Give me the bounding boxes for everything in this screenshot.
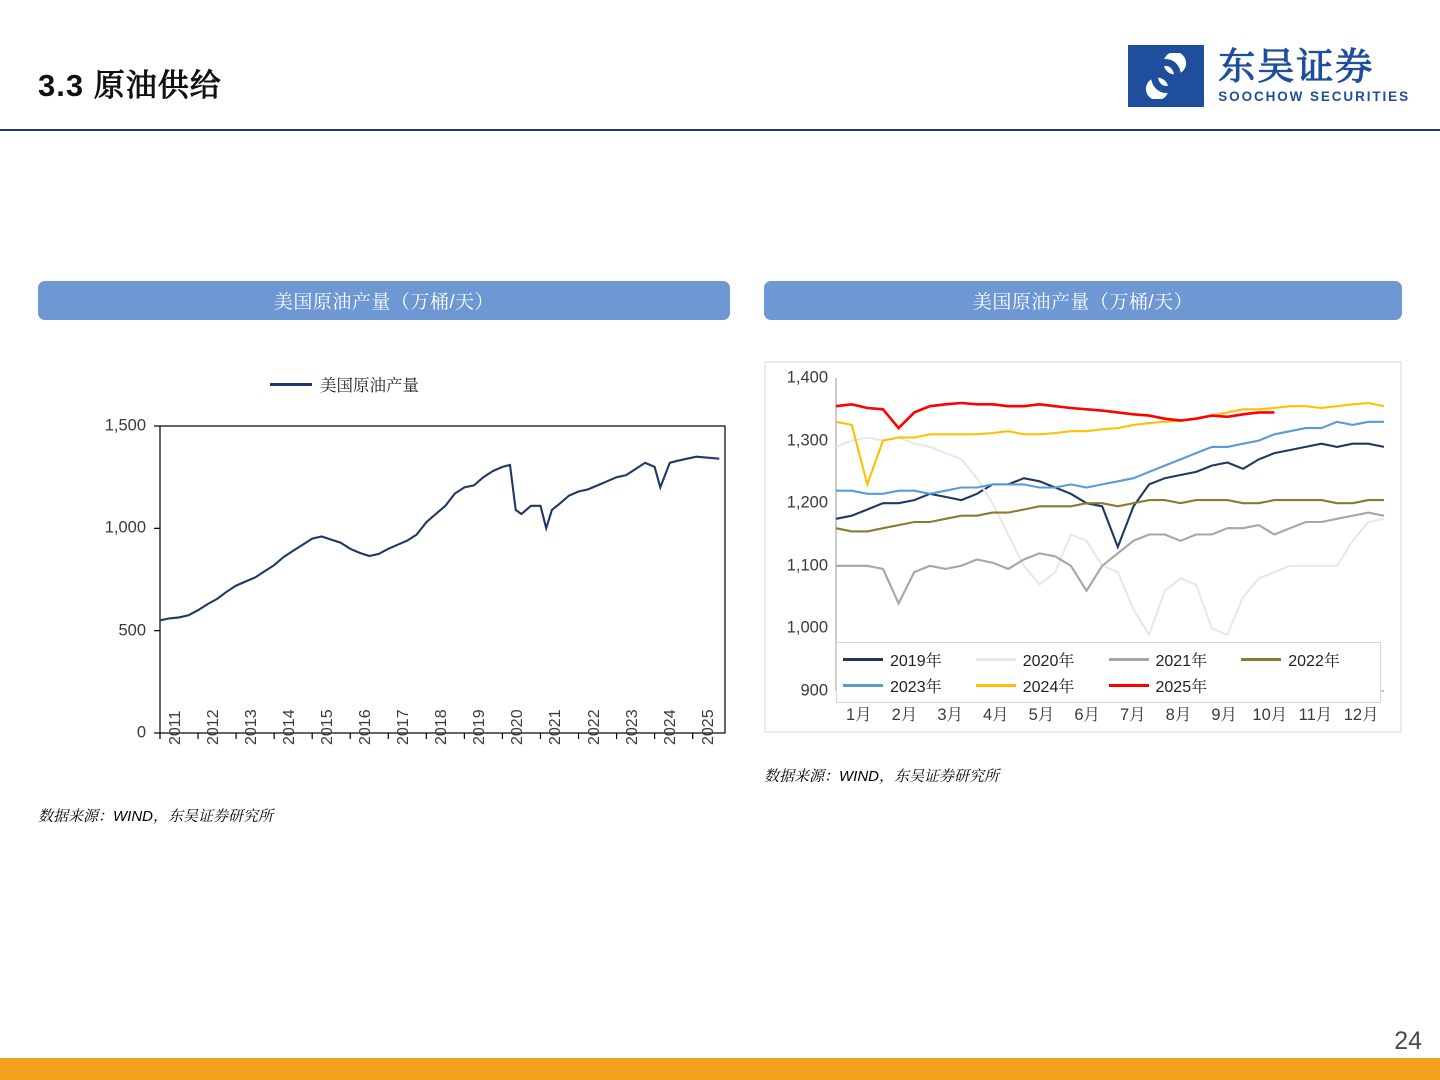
- header-divider: [0, 129, 1440, 131]
- y-tick-label: 1,000: [104, 518, 146, 537]
- legend-right: [836, 642, 1381, 703]
- legend-label: 2021年: [1155, 653, 1208, 670]
- x-tick-label: 2021: [547, 709, 565, 745]
- x-tick-label: 2017: [395, 709, 413, 745]
- legend-label: 2019年: [890, 653, 942, 670]
- x-tick-label: 5月: [1028, 706, 1055, 724]
- footer-bar: [0, 1058, 1440, 1080]
- panel-us-crude-production-history: [38, 281, 730, 826]
- x-tick-label: 2015: [319, 709, 337, 745]
- x-tick-label: 2019: [471, 709, 489, 745]
- x-tick-label: 2014: [281, 709, 299, 745]
- x-tick-label: 6月: [1074, 706, 1100, 724]
- legend-swatch-icon: [976, 684, 1016, 687]
- legend-swatch-icon: [1241, 658, 1281, 661]
- page-number: 24: [1394, 1027, 1422, 1055]
- panel-title-right: 美国原油产量（万桶/天）: [764, 281, 1402, 320]
- panel-us-crude-production-seasonal: [764, 281, 1402, 786]
- x-tick-label: 2023: [623, 709, 641, 745]
- y-tick-label: 0: [136, 723, 146, 742]
- x-tick-label: 2012: [205, 709, 223, 745]
- x-tick-label: 2011: [167, 710, 184, 745]
- legend-label: 美国原油产量: [320, 377, 419, 395]
- legend-left: [270, 372, 419, 396]
- source-note-right: 数据来源：WIND，东吴证券研究所: [764, 768, 999, 785]
- legend-swatch-icon: [1109, 658, 1149, 661]
- legend-swatch-icon: [270, 383, 312, 386]
- logo-text-en: SOOCHOW SECURITIES: [1218, 89, 1410, 105]
- y-tick-label: 1,300: [786, 431, 828, 450]
- x-tick-label: 2024: [661, 709, 679, 745]
- chart-container-left: [38, 346, 730, 826]
- legend-label: 2020年: [1022, 653, 1075, 670]
- logo-mark-icon: [1128, 45, 1204, 107]
- y-tick-label: 1,000: [786, 618, 828, 637]
- x-tick-label: 8月: [1165, 706, 1192, 724]
- x-tick-label: 2020: [509, 709, 527, 745]
- x-tick-label: 2月: [891, 706, 918, 724]
- legend-item: [1241, 648, 1374, 671]
- legend-swatch-icon: [976, 658, 1016, 661]
- y-tick-label: 900: [800, 681, 828, 700]
- x-tick-label: 2018: [433, 709, 451, 745]
- x-tick-label: 3月: [937, 706, 963, 724]
- x-tick-label: 9月: [1211, 706, 1237, 724]
- legend-swatch-icon: [843, 658, 883, 661]
- x-tick-label: 2016: [357, 709, 375, 745]
- x-tick-label: 2022: [585, 709, 603, 745]
- legend-swatch-icon: [843, 684, 883, 687]
- line-chart-left: [38, 346, 730, 791]
- legend-item: [843, 674, 976, 697]
- x-tick-label: 1月: [845, 706, 872, 724]
- x-tick-label: 2025: [699, 709, 717, 745]
- legend-label: 2024年: [1022, 679, 1075, 696]
- x-tick-label: 2013: [243, 709, 261, 745]
- line-chart-right: [764, 346, 1402, 751]
- legend-swatch-icon: [1109, 684, 1149, 687]
- chart-container-right: [764, 346, 1402, 786]
- page-title: 3.3 原油供给: [38, 68, 222, 103]
- company-logo: [1128, 45, 1410, 107]
- y-tick-label: 1,200: [786, 493, 828, 512]
- legend-label: 2022年: [1288, 653, 1340, 670]
- legend-item: [843, 648, 976, 671]
- legend-item: [1109, 648, 1242, 671]
- y-tick-label: 1,100: [786, 556, 828, 575]
- y-tick-label: 500: [118, 621, 146, 640]
- x-tick-label: 7月: [1119, 706, 1146, 724]
- source-note-left: 数据来源：WIND，东吴证券研究所: [38, 808, 273, 825]
- legend-label: 2025年: [1155, 679, 1208, 696]
- x-tick-label: 4月: [982, 706, 1009, 724]
- legend-item: [976, 674, 1109, 697]
- x-tick-label: 12月: [1343, 706, 1379, 724]
- legend-item: [1109, 674, 1242, 697]
- logo-text-cn: 东吴证券: [1218, 45, 1375, 87]
- y-tick-label: 1,500: [104, 416, 146, 435]
- page-header: [0, 0, 1440, 131]
- legend-item: [976, 648, 1109, 671]
- legend-label: 2023年: [890, 679, 942, 696]
- x-tick-label: 11月: [1298, 706, 1333, 724]
- panel-title-left: 美国原油产量（万桶/天）: [38, 281, 730, 320]
- x-tick-label: 10月: [1252, 706, 1288, 724]
- y-tick-label: 1,400: [786, 368, 828, 387]
